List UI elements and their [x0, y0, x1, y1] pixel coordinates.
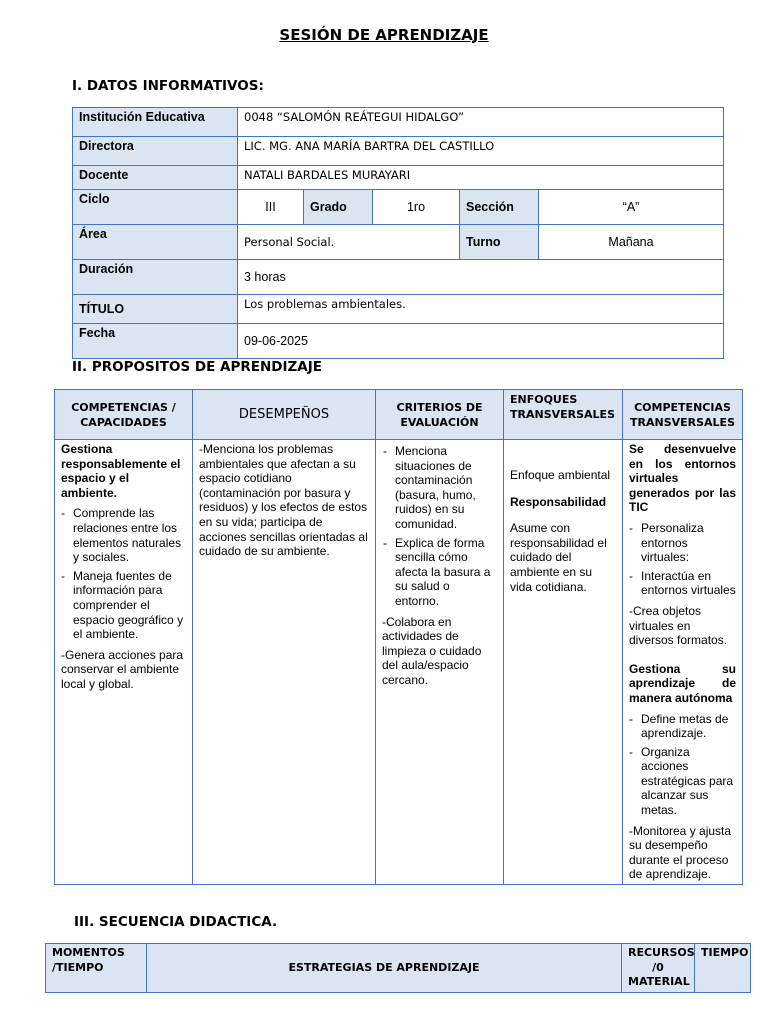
value-ciclo: III — [238, 190, 304, 225]
desempeno-text: -Menciona los problemas ambientales que afectan a su espacio cotidiano (contaminación por basura y residuos) y los efectos de estos en su vida; participa de acciones sencillas orientadas al cuidado de su ambiente. — [199, 442, 368, 559]
header-tiempo: TIEMPO — [695, 944, 751, 993]
list-item: - Comprende las relaciones entre los elementos naturales y sociales. — [73, 506, 186, 564]
label-titulo: TÍTULO — [73, 295, 238, 324]
label-directora: Directora — [73, 137, 238, 166]
label-ciclo: Ciclo — [73, 190, 238, 225]
list-item: - Personaliza entornos virtuales: — [641, 521, 736, 565]
criterios-cell — [376, 440, 504, 885]
list-item: - Maneja fuentes de información para comprender el espacio geográfico y el ambiente. — [73, 569, 186, 642]
secuencia-table — [45, 943, 751, 993]
section-heading-datos: I. DATOS INFORMATIVOS: — [72, 78, 264, 94]
enfoque-valor: Responsabilidad — [510, 494, 607, 509]
label-fecha: Fecha — [73, 324, 238, 359]
value-institucion: 0048 “SALOMÓN REÁTEGUI HIDALGO” — [238, 108, 724, 137]
desempenos-cell — [193, 440, 376, 885]
label-institucion: Institución Educativa — [73, 108, 238, 137]
datos-informativos-table — [72, 107, 724, 359]
enfoque-descripcion: Asume con responsabilidad el cuidado del ambiente en su vida cotidiana. — [510, 521, 607, 594]
criterio-extra: -Colabora en actividades de limpieza o cuidado del aula/espacio cercano. — [382, 614, 482, 687]
page-title: SESIÓN DE APRENDIZAJE — [279, 26, 489, 44]
header-competencias-transversales: COMPETENCIAS TRANSVERSALES — [623, 390, 743, 440]
competencia-extra: -Genera acciones para conservar el ambiente local y global. — [61, 647, 184, 691]
label-turno: Turno — [460, 225, 539, 260]
capacidades-list — [61, 506, 186, 641]
list-item: - Define metas de aprendizaje. — [641, 712, 736, 741]
value-fecha: 09-06-2025 — [238, 324, 724, 359]
label-duracion: Duración — [73, 260, 238, 295]
list-item: - Menciona situaciones de contaminación (basura, humo, ruidos) en su comunidad. — [395, 444, 497, 532]
competencia-title: Gestiona responsablemente el espacio y el ambiente. — [61, 442, 181, 500]
section-heading-secuencia: III. SECUENCIA DIDACTICA. — [74, 914, 278, 930]
label-area: Área — [73, 225, 238, 260]
label-grado: Grado — [304, 190, 373, 225]
enfoques-cell — [504, 440, 623, 885]
tic-list — [629, 521, 736, 598]
enfoque-name: Enfoque ambiental — [510, 468, 611, 482]
header-desempenos: DESEMPEÑOS — [193, 390, 376, 440]
list-item: - Organiza acciones estratégicas para alcanzar sus metas. — [641, 745, 736, 818]
gestiona-extra: -Monitorea y ajusta su desempeño durante el proceso de aprendizaje. — [629, 823, 732, 882]
tic-extra: -Crea objetos virtuales en diversos formatos. — [629, 603, 728, 648]
competencias-transversales-cell — [623, 440, 743, 885]
value-area: Personal Social. — [238, 225, 460, 260]
label-seccion: Sección — [460, 190, 539, 225]
gestiona-list — [629, 712, 736, 818]
section-heading-propositos: II. PROPOSITOS DE APRENDIZAJE — [72, 359, 322, 375]
tic-title: Se desenvuelve en los entornos virtuales generados por las TIC — [629, 442, 736, 515]
value-titulo: Los problemas ambientales. — [238, 295, 724, 324]
competencias-cell — [55, 440, 193, 885]
value-seccion: “A” — [539, 190, 724, 225]
header-momentos: MOMENTOS /TIEMPO — [46, 944, 147, 993]
gestiona-title: Gestiona su aprendizaje de manera autónoma — [629, 661, 736, 705]
value-grado: 1ro — [373, 190, 460, 225]
label-docente: Docente — [73, 166, 238, 190]
value-duracion: 3 horas — [238, 260, 724, 295]
value-turno: Mañana — [539, 225, 724, 260]
value-docente: NATALI BARDALES MURAYARI — [238, 166, 724, 190]
list-item: - Explica de forma sencilla cómo afecta la basura a su salud o entorno. — [395, 536, 497, 609]
header-estrategias: ESTRATEGIAS DE APRENDIZAJE — [147, 944, 622, 993]
list-item: - Interactúa en entornos virtuales — [641, 569, 736, 598]
header-criterios: CRITERIOS DE EVALUACIÓN — [376, 390, 504, 440]
header-recursos: RECURSOS /0 MATERIAL — [622, 944, 695, 993]
propositos-table — [54, 389, 743, 885]
header-enfoques: ENFOQUES TRANSVERSALES — [504, 390, 623, 440]
criterios-list — [382, 444, 497, 609]
value-directora: LIC. MG. ANA MARÍA BARTRA DEL CASTILLO — [238, 137, 724, 166]
header-competencias: COMPETENCIAS / CAPACIDADES — [55, 390, 193, 440]
